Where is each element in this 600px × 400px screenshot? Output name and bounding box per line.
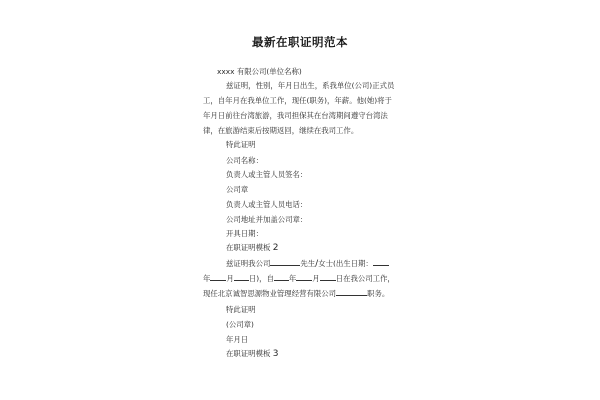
blank-underline — [234, 273, 249, 281]
template3-label: 在职证明模板 — [226, 349, 271, 358]
text-segment: 月 — [312, 274, 320, 283]
paragraph-line: 年月日前往台湾旅游，我司担保其在台湾期间遵守台湾法 — [203, 111, 388, 120]
company-seal-label: 公司章 — [226, 185, 249, 194]
issue-date-label: 开具日期： — [226, 229, 263, 238]
text-segment: 年 — [203, 274, 211, 283]
company-seal-label: (公司章) — [226, 320, 254, 329]
paragraph-line: 兹证明，性别，年月日出生，系我单位(公司)正式员 — [226, 81, 395, 90]
template3-heading — [226, 349, 278, 359]
text-segment: 女士(出生日期： — [318, 259, 373, 268]
text-segment: 职务。 — [367, 289, 390, 298]
template2-line3 — [203, 288, 389, 299]
template2-heading — [226, 243, 278, 253]
document-title: 最新在职证明范本 — [252, 35, 348, 49]
text-segment: 日在我公司工作， — [335, 274, 395, 283]
blank-underline — [296, 273, 312, 281]
slash-separator: / — [315, 259, 319, 269]
text-segment: 兹证明我公司 — [226, 259, 271, 268]
signer-label: 负责人或主管人员签名： — [226, 170, 308, 179]
paragraph-line: 工，自年月在我单位工作，现任(职务)，年薪。他(她)将于 — [203, 96, 392, 105]
template3-number: 3 — [272, 349, 279, 359]
template2-line2 — [203, 273, 395, 284]
text-segment: 月 — [226, 274, 234, 283]
template2-label: 在职证明模板 — [226, 243, 271, 252]
company-name-label: 公司名称： — [226, 156, 263, 165]
blank-underline — [210, 273, 226, 281]
template2-line1 — [226, 258, 389, 269]
blank-underline — [274, 273, 289, 281]
proof-statement: 特此证明 — [226, 305, 256, 314]
text-segment: 先生 — [300, 259, 316, 268]
proof-statement: 特此证明 — [226, 140, 256, 149]
template2-number: 2 — [272, 243, 279, 253]
blank-underline — [373, 258, 389, 266]
blank-underline — [270, 258, 300, 266]
blank-underline — [320, 273, 336, 281]
date-label: 年月日 — [226, 335, 249, 344]
text-segment: 日)，自 — [248, 274, 274, 283]
text-segment: 现任北京诚智思源物业管理经营有限公司 — [203, 289, 337, 298]
paragraph-line: 律，在旅游结束后按期返回，继续在我司工作。 — [203, 126, 359, 135]
address-label: 公司地址并加盖公司章： — [226, 215, 308, 224]
phone-label: 负责人或主管人员电话： — [226, 200, 308, 209]
recipient-line: xxxx 有限公司(单位名称) — [217, 67, 302, 76]
text-segment: 年 — [288, 274, 297, 283]
blank-underline — [336, 288, 367, 296]
